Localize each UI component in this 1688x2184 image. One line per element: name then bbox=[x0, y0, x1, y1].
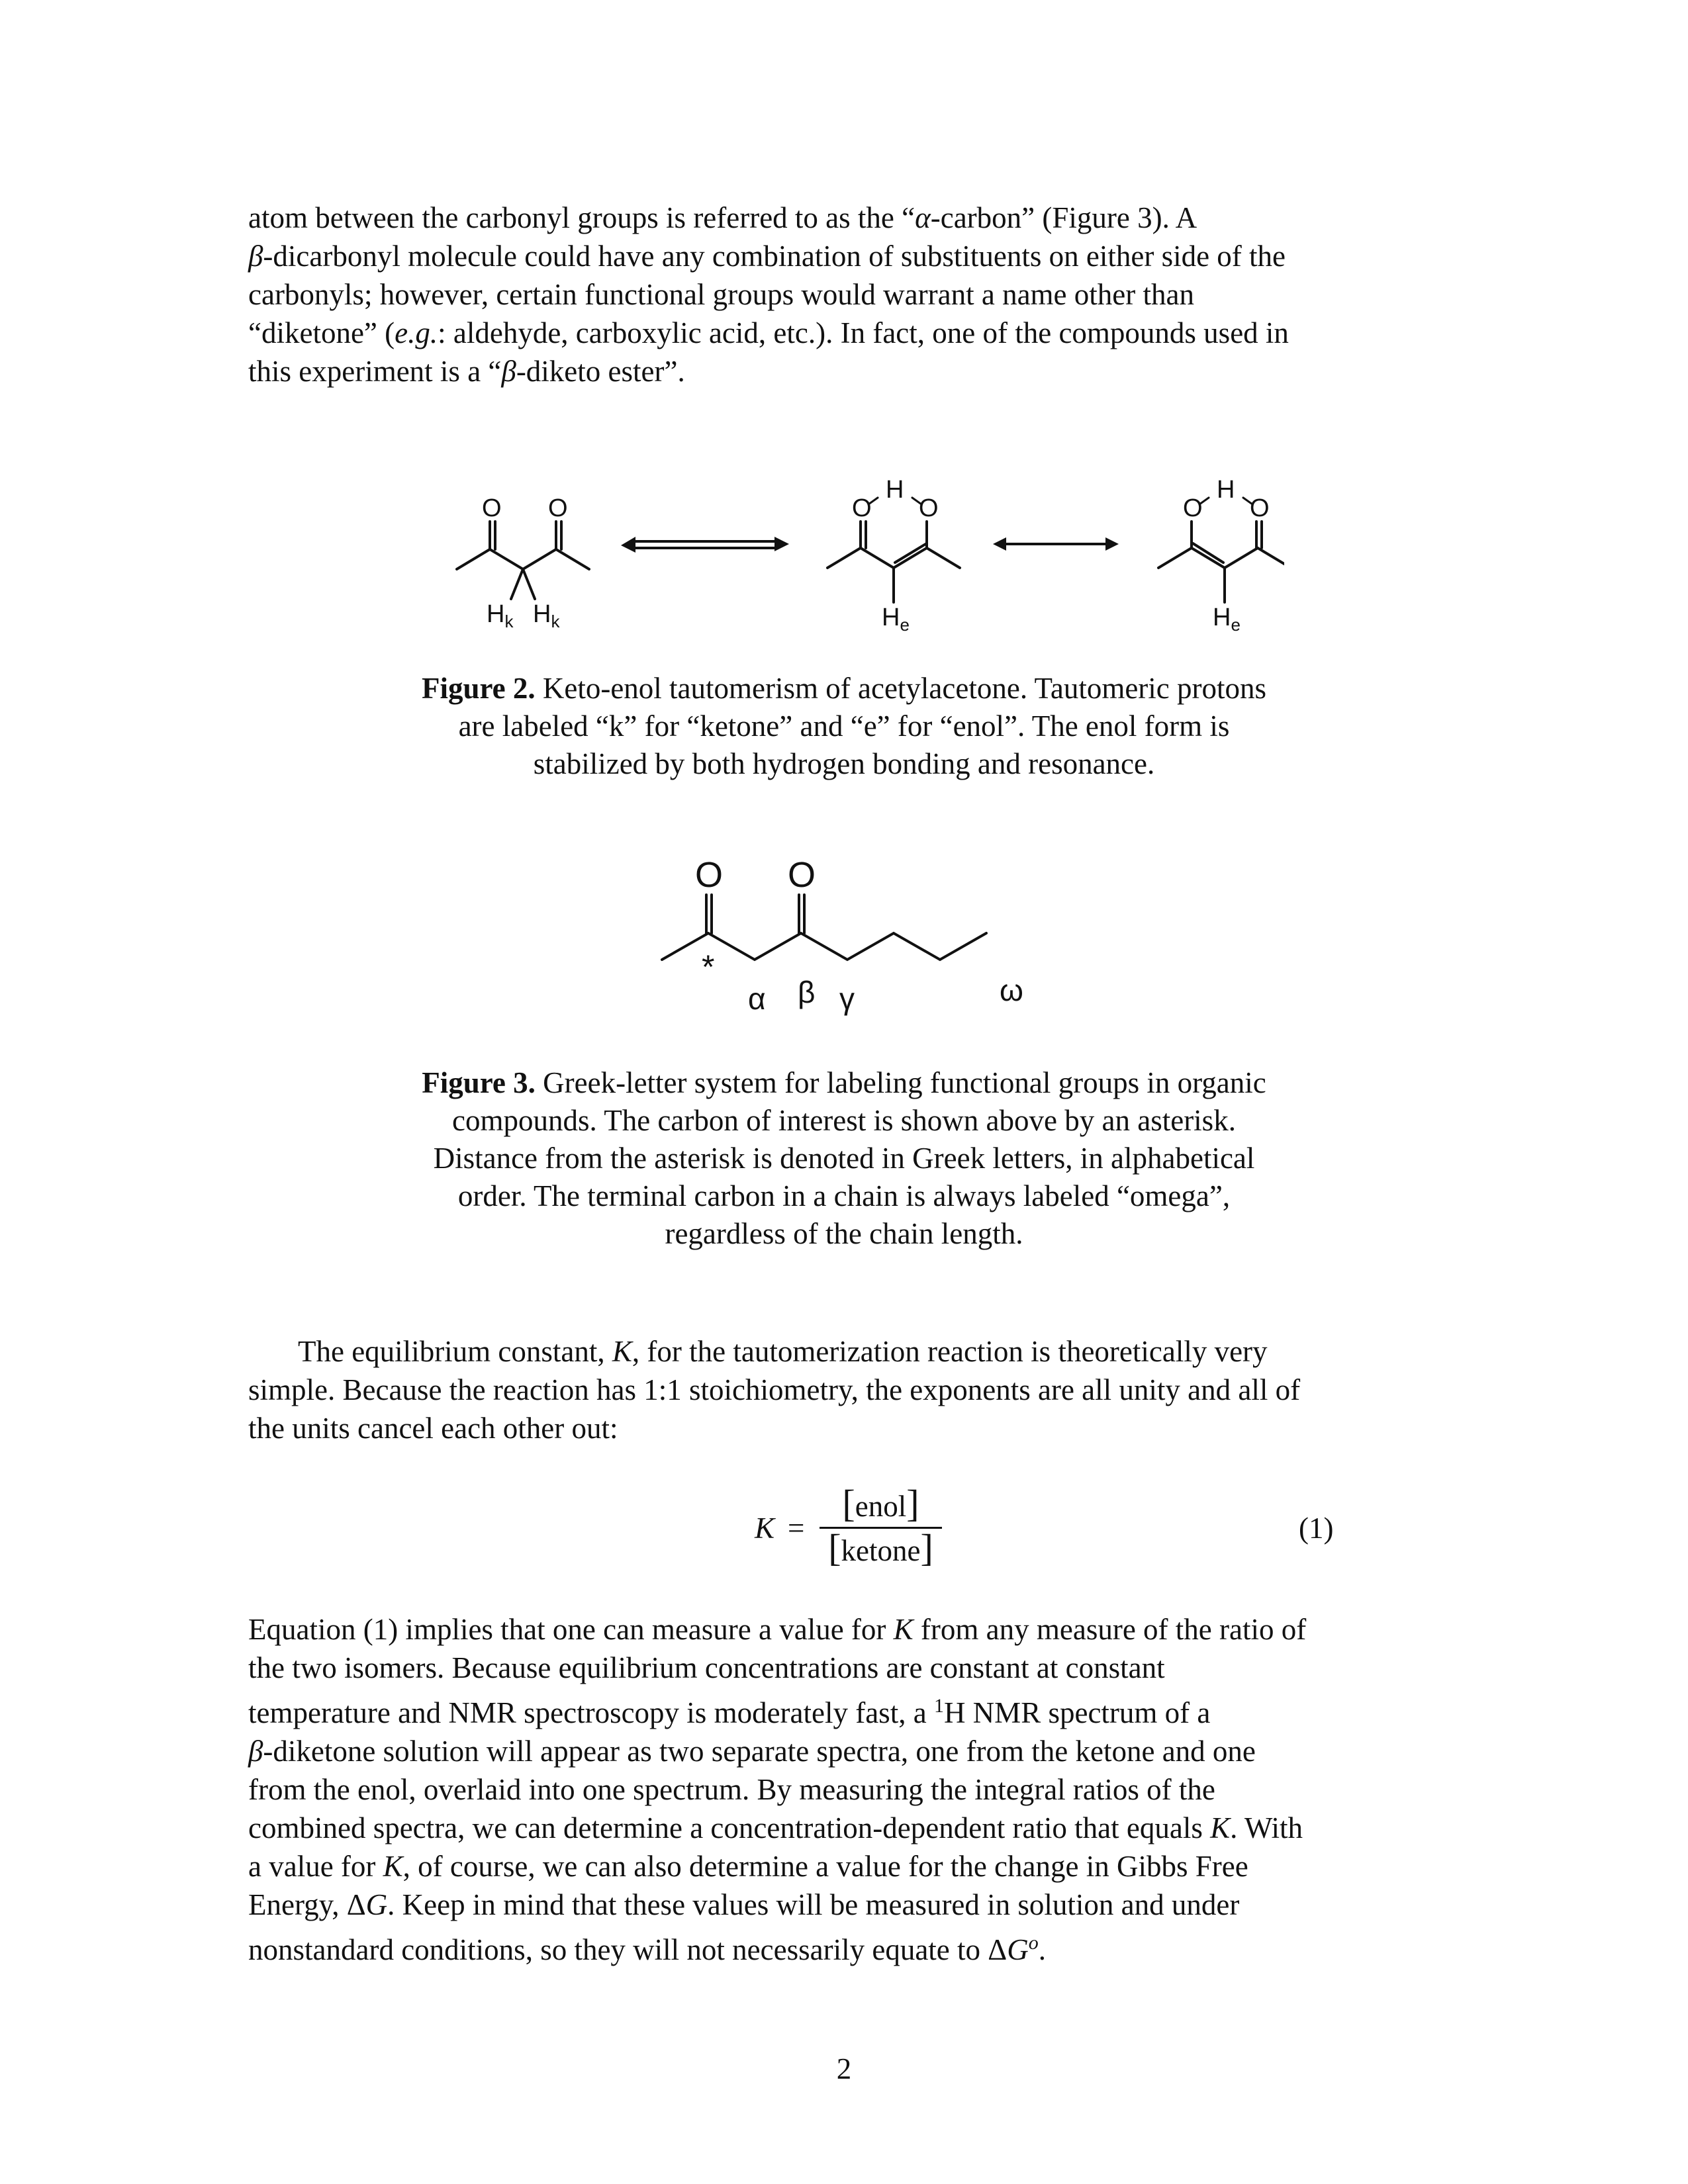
paragraph-equilibrium bbox=[248, 1332, 1440, 1447]
text-line: nonstandard conditions, so they will not necessarily equate to $\Delta G^o$. bbox=[248, 1932, 1046, 1966]
text-line: β-diketone solution will appear as two separate spectra, one from the ketone and one bbox=[248, 1735, 1256, 1768]
greek-label-beta: β bbox=[798, 975, 816, 1009]
text-line: atom between the carbonyl groups is referred to as the “α-carbon” (Figure 3). A bbox=[248, 201, 1197, 234]
equation-number: (1) bbox=[1299, 1512, 1334, 1545]
greek-label-alpha: α bbox=[748, 981, 766, 1016]
atom-label-O: O bbox=[788, 855, 816, 895]
text-line: The equilibrium constant, K, for the tautomerization reaction is theoretically very bbox=[298, 1335, 1268, 1368]
text-line: this experiment is a “β-diketo ester”. bbox=[248, 355, 685, 388]
text-line: “diketone” (e.g.: aldehyde, carboxylic acid, etc.). In fact, one of the compounds used in bbox=[248, 316, 1289, 349]
paragraph-intro bbox=[248, 199, 1440, 390]
greek-label-gamma: γ bbox=[839, 981, 855, 1016]
figure-label: Figure 2. bbox=[421, 672, 536, 705]
text-line: Equation (1) implies that one can measure a value for K from any measure of the ratio of bbox=[248, 1613, 1307, 1646]
text-line: carbonyls; however, certain functional groups would warrant a name other than bbox=[248, 278, 1194, 311]
atom-label-O: O bbox=[1183, 494, 1203, 522]
text-line: combined spectra, we can determine a concentration-dependent ratio that equals K. With bbox=[248, 1811, 1303, 1844]
figure-label: Figure 3. bbox=[422, 1066, 536, 1099]
greek-label-omega: ω bbox=[1000, 973, 1023, 1007]
figure-2-caption: Figure 2. Keto-enol tautomerism of acetylacetone. Tautomeric protons are labeled “k” for “ketone” and “e” for “enol”. The enol form is stabilized by both hydrogen bonding and resonance. bbox=[421, 672, 1267, 780]
equation-fraction bbox=[820, 1482, 942, 1569]
page-number: 2 bbox=[836, 2052, 852, 2085]
atom-label-O: O bbox=[919, 494, 939, 522]
proton-label-He: $H_e$ bbox=[1213, 604, 1241, 635]
atom-label-H: H bbox=[886, 476, 904, 504]
equation-lhs: K bbox=[755, 1512, 775, 1545]
proton-label-Hk: $H_k$ bbox=[533, 600, 560, 631]
atom-label-O: O bbox=[695, 855, 724, 895]
asterisk-marker: * bbox=[702, 948, 715, 985]
equation-equals: = bbox=[788, 1512, 805, 1545]
figure-2-structures bbox=[424, 463, 1284, 635]
text-line: β-dicarbonyl molecule could have any combination of substituents on either side of the bbox=[248, 240, 1286, 273]
atom-label-O: O bbox=[482, 494, 502, 522]
atom-label-O: O bbox=[852, 494, 872, 522]
atom-label-H: H bbox=[1217, 476, 1235, 504]
proton-label-He: $H_e$ bbox=[882, 604, 910, 635]
atom-label-O: O bbox=[548, 494, 568, 522]
proton-label-Hk: $H_k$ bbox=[487, 600, 514, 631]
paragraph-measurement bbox=[248, 1610, 1440, 1969]
text-line: from the enol, overlaid into one spectrum. By measuring the integral ratios of the bbox=[248, 1773, 1215, 1806]
text-line: a value for K, of course, we can also determine a value for the change in Gibbs Free bbox=[248, 1850, 1248, 1883]
numerator: [enol] bbox=[842, 1482, 919, 1525]
text-line: temperature and NMR spectroscopy is moderately fast, a $^1$H NMR spectrum of a bbox=[248, 1695, 1211, 1729]
equation-1 bbox=[755, 1482, 953, 1578]
text-line: Energy, ΔG. Keep in mind that these values will be measured in solution and under bbox=[248, 1888, 1240, 1921]
denominator: [ketone] bbox=[828, 1526, 933, 1569]
text-line: the units cancel each other out: bbox=[248, 1412, 618, 1445]
figure-3-structure bbox=[629, 847, 1092, 1019]
text-line: simple. Because the reaction has 1:1 stoichiometry, the exponents are all unity and all of bbox=[248, 1373, 1301, 1406]
atom-label-O: O bbox=[1250, 494, 1270, 522]
text-line: the two isomers. Because equilibrium concentrations are constant at constant bbox=[248, 1651, 1165, 1684]
figure-3-caption: Figure 3. Greek-letter system for labeling functional groups in organic compounds. The carbon of interest is shown above by an asterisk. Distance from the asterisk is denoted in Greek letters, in alphabetical order. The terminal carbon in a chain is always labeled “omega”, regardless of the chain length. bbox=[422, 1066, 1266, 1250]
